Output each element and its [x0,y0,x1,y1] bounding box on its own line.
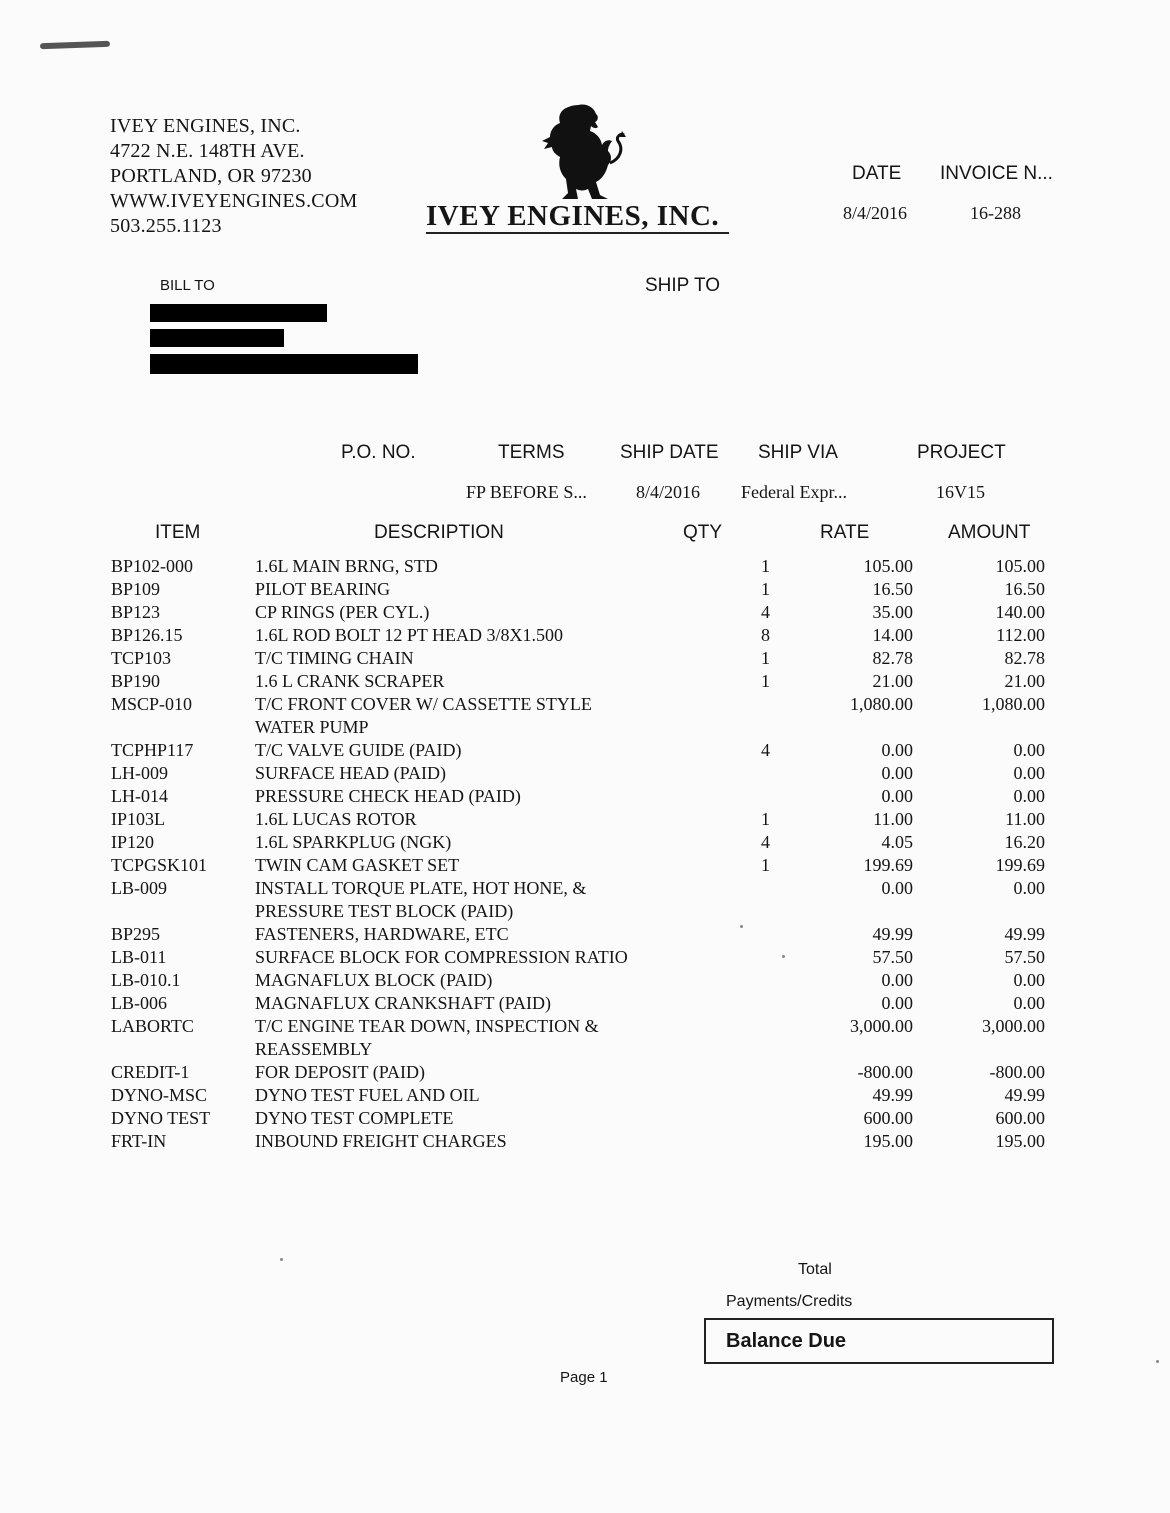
item-amount: 57.50 [1004,947,1045,967]
scan-artifact [40,41,110,49]
item-code: LH-014 [111,786,168,806]
item-qty: 1 [761,855,770,875]
item-qty: 4 [761,602,770,622]
terms-label: TERMS [498,442,565,463]
item-rate: 14.00 [872,625,913,645]
invoice-number-label: INVOICE N... [940,163,1053,184]
item-description: INBOUND FREIGHT CHARGES [255,1131,507,1151]
item-code: TCPHP117 [111,740,194,760]
item-rate: 82.78 [872,648,913,668]
invoice-date: 8/4/2016 [843,203,908,223]
table-row [0,785,1170,808]
item-code: TCPGSK101 [111,855,208,875]
item-rate: 600.00 [863,1108,913,1128]
item-description: INSTALL TORQUE PLATE, HOT HONE, & PRESSURE TEST BLOCK (PAID) [255,878,587,921]
item-code: TCP103 [111,648,172,668]
logo-wordmark: IVEY ENGINES, INC. [426,200,720,232]
item-qty: 4 [761,740,770,760]
company-phone: 503.255.1123 [110,215,222,237]
item-rate: 4.05 [881,832,913,852]
invoice-number: 16-288 [970,203,1021,223]
ship-to-label: SHIP TO [645,275,720,296]
item-amount: 600.00 [995,1108,1045,1128]
item-code: FRT-IN [111,1131,167,1151]
item-description: TWIN CAM GASKET SET [255,855,460,875]
item-description: PILOT BEARING [255,579,391,599]
table-row [0,854,1170,877]
ship-date-label: SHIP DATE [620,442,719,463]
table-row [0,923,1170,946]
item-rate: 0.00 [881,786,913,806]
scan-speck [280,1258,283,1261]
item-qty: 1 [761,579,770,599]
item-qty: 1 [761,809,770,829]
item-amount: 16.50 [1004,579,1045,599]
item-code: BP126.15 [111,625,183,645]
total-label: Total [798,1261,832,1278]
item-code: CREDIT-1 [111,1062,190,1082]
table-row [0,555,1170,578]
column-header-description: DESCRIPTION [374,522,504,543]
lion-rampant-icon [538,103,626,203]
company-website: WWW.IVEYENGINES.COM [110,190,358,212]
item-description: SURFACE BLOCK FOR COMPRESSION RATIO [255,947,628,967]
page-number: Page 1 [560,1369,608,1386]
table-row [0,808,1170,831]
item-code: IP120 [111,832,155,852]
item-amount: 140.00 [995,602,1045,622]
terms-value: FP BEFORE S... [466,482,587,502]
item-code: DYNO-MSC [111,1085,208,1105]
po-number-label: P.O. NO. [341,442,416,463]
date-label: DATE [852,163,902,184]
item-code: LABORTC [111,1016,194,1036]
logo-underline [426,232,729,234]
item-description: DYNO TEST FUEL AND OIL [255,1085,480,1105]
scan-speck [1156,1360,1159,1363]
item-amount: 0.00 [1013,763,1045,783]
bill-to-label: BILL TO [160,277,215,294]
item-rate: 49.99 [872,924,913,944]
project-label: PROJECT [917,442,1006,463]
item-qty: 1 [761,671,770,691]
item-amount: 199.69 [995,855,1045,875]
item-rate: 1,080.00 [850,694,913,714]
item-description: 1.6L LUCAS ROTOR [255,809,417,829]
item-amount: 105.00 [995,556,1045,576]
item-amount: 11.00 [1005,809,1045,829]
table-row [0,647,1170,670]
table-row [0,1107,1170,1130]
item-description: FASTENERS, HARDWARE, ETC [255,924,509,944]
item-rate: 105.00 [863,556,913,576]
table-row [0,946,1170,969]
ship-date-value: 8/4/2016 [636,482,701,502]
item-amount: 0.00 [1013,786,1045,806]
item-amount: 0.00 [1013,740,1045,760]
item-description: T/C VALVE GUIDE (PAID) [255,740,462,760]
table-row [0,670,1170,693]
item-rate: 0.00 [881,763,913,783]
item-qty: 8 [761,625,770,645]
item-rate: 11.00 [873,809,913,829]
item-description: 1.6L SPARKPLUG (NGK) [255,832,452,852]
ship-via-value: Federal Expr... [741,482,847,502]
redaction-bar [150,304,327,322]
project-value: 16V15 [936,482,985,502]
company-city: PORTLAND, OR 97230 [110,165,312,187]
item-amount: 0.00 [1013,993,1045,1013]
item-rate: 0.00 [881,970,913,990]
table-row [0,992,1170,1015]
item-rate: 3,000.00 [850,1016,913,1036]
item-code: BP295 [111,924,161,944]
item-code: BP190 [111,671,161,691]
table-row [0,739,1170,762]
redaction-bar [150,329,284,347]
redaction-bar [150,354,418,374]
item-description: MAGNAFLUX CRANKSHAFT (PAID) [255,993,552,1013]
company-name: IVEY ENGINES, INC. [110,115,301,137]
item-description: DYNO TEST COMPLETE [255,1108,454,1128]
item-description: 1.6L MAIN BRNG, STD [255,556,438,576]
table-row [0,624,1170,647]
payments-credits-label: Payments/Credits [726,1293,853,1310]
company-street: 4722 N.E. 148TH AVE. [110,140,305,162]
table-row [0,1084,1170,1107]
table-row [0,831,1170,854]
table-row [0,693,1170,739]
item-description: PRESSURE CHECK HEAD (PAID) [255,786,521,806]
item-amount: 195.00 [995,1131,1045,1151]
item-amount: 16.20 [1004,832,1045,852]
item-description: T/C ENGINE TEAR DOWN, INSPECTION & REASSEMBLY [255,1016,599,1059]
item-code: BP109 [111,579,161,599]
item-rate: -800.00 [857,1062,913,1082]
item-amount: 0.00 [1013,878,1045,898]
item-amount: 82.78 [1004,648,1045,668]
table-row [0,1015,1170,1061]
table-row [0,601,1170,624]
table-row [0,578,1170,601]
item-amount: 0.00 [1013,970,1045,990]
item-description: 1.6L ROD BOLT 12 PT HEAD 3/8X1.500 [255,625,564,645]
item-rate: 195.00 [863,1131,913,1151]
item-amount: 112.00 [996,625,1045,645]
item-description: 1.6 L CRANK SCRAPER [255,671,445,691]
item-rate: 35.00 [872,602,913,622]
scan-speck [740,925,743,928]
company-address [110,114,357,239]
item-amount: 1,080.00 [982,694,1045,714]
item-amount: 49.99 [1004,924,1045,944]
item-code: IP103L [111,809,165,829]
item-amount: 49.99 [1004,1085,1045,1105]
table-row [0,1061,1170,1084]
item-description: SURFACE HEAD (PAID) [255,763,447,783]
item-code: LH-009 [111,763,168,783]
item-rate: 199.69 [863,855,913,875]
column-header-amount: AMOUNT [948,522,1031,543]
line-items-table [0,555,1170,1153]
item-rate: 16.50 [872,579,913,599]
item-qty: 1 [761,556,770,576]
table-row [0,1130,1170,1153]
column-header-rate: RATE [820,522,870,543]
item-code: LB-011 [111,947,167,967]
item-code: DYNO TEST [111,1108,211,1128]
item-description: T/C FRONT COVER W/ CASSETTE STYLE WATER PUMP [255,694,592,737]
item-rate: 0.00 [881,740,913,760]
item-rate: 0.00 [881,878,913,898]
item-amount: -800.00 [989,1062,1045,1082]
item-code: LB-010.1 [111,970,181,990]
item-amount: 3,000.00 [982,1016,1045,1036]
balance-due-label: Balance Due [726,1330,847,1352]
item-rate: 0.00 [881,993,913,1013]
item-code: LB-009 [111,878,167,898]
column-header-item: ITEM [155,522,201,543]
item-rate: 21.00 [872,671,913,691]
item-description: CP RINGS (PER CYL.) [255,602,430,622]
item-code: BP102-000 [111,556,194,576]
item-rate: 49.99 [872,1085,913,1105]
item-code: BP123 [111,602,161,622]
item-qty: 4 [761,832,770,852]
item-qty: 1 [761,648,770,668]
item-code: LB-006 [111,993,167,1013]
ship-via-label: SHIP VIA [758,442,838,463]
table-row [0,877,1170,923]
item-code: MSCP-010 [111,694,193,714]
item-description: T/C TIMING CHAIN [255,648,414,668]
scan-speck [782,955,785,958]
table-row [0,762,1170,785]
item-description: MAGNAFLUX BLOCK (PAID) [255,970,493,990]
item-rate: 57.50 [872,947,913,967]
item-description: FOR DEPOSIT (PAID) [255,1062,426,1082]
table-row [0,969,1170,992]
column-header-qty: QTY [683,522,723,543]
item-amount: 21.00 [1004,671,1045,691]
